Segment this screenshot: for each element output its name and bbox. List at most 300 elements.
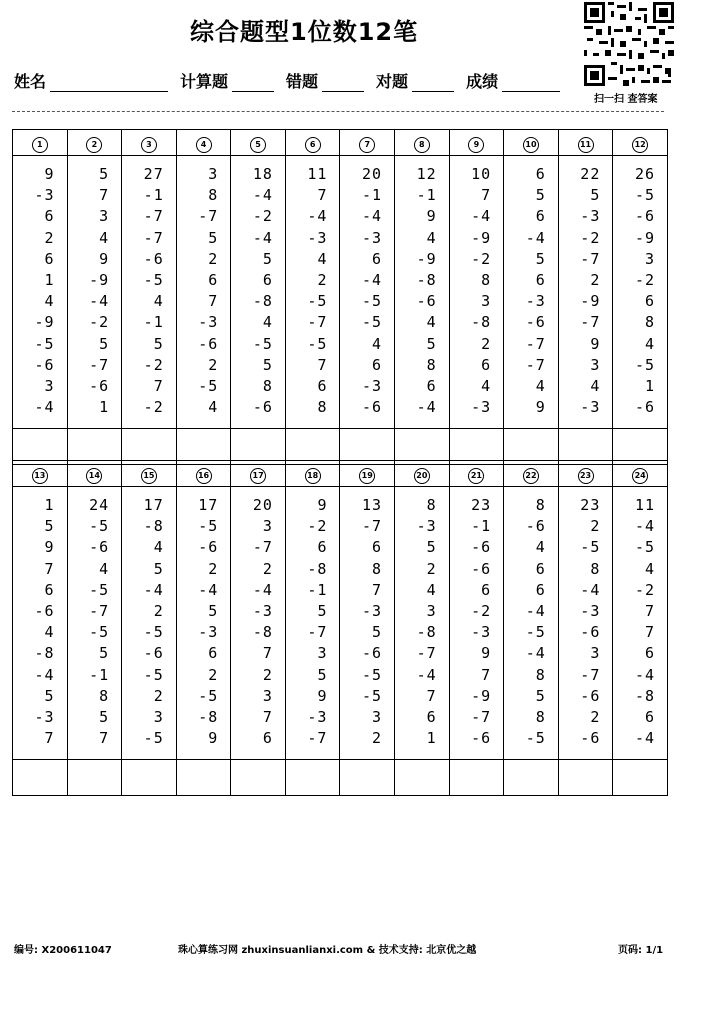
problem-value: 9	[535, 398, 546, 417]
problem-value: 5	[535, 249, 546, 268]
problem-value: -6	[580, 623, 601, 642]
problem-value: -2	[307, 517, 328, 536]
problem-value: 9	[590, 334, 601, 353]
problem-value: 3	[44, 376, 55, 395]
problem-value: 6	[535, 559, 546, 578]
problem-value: -3	[471, 398, 492, 417]
problem-value: 20	[361, 165, 383, 183]
problem-value: -7	[89, 355, 110, 374]
problem-value: -8	[307, 559, 328, 578]
problem-header-cell	[13, 461, 68, 487]
problem-value: 3	[153, 707, 164, 726]
problem-value: -4	[416, 398, 437, 417]
problem-value: -6	[580, 729, 601, 748]
problem-value: -4	[525, 644, 546, 663]
problem-value: -6	[471, 729, 492, 748]
info-blank-field[interactable]	[412, 71, 454, 92]
problem-value: 1	[644, 376, 655, 395]
problem-value: -7	[89, 601, 110, 620]
problem-value: -7	[307, 729, 328, 748]
problem-value: 3	[262, 686, 273, 705]
problem-value: -8	[252, 292, 273, 311]
problem-value: -2	[580, 228, 601, 247]
problem-value: 5	[44, 517, 55, 536]
problem-column	[231, 156, 286, 429]
problem-value: -6	[34, 601, 55, 620]
problem-value: 6	[426, 376, 437, 395]
problem-value: -3	[361, 376, 383, 395]
answer-cell[interactable]	[395, 760, 450, 796]
problem-value: -6	[143, 249, 164, 268]
problem-column	[176, 156, 231, 429]
problem-value: -6	[89, 538, 110, 557]
problem-value: -5	[307, 334, 328, 353]
problem-value: 3	[372, 707, 383, 726]
problem-header-cell	[504, 130, 559, 156]
problem-column	[122, 156, 177, 429]
problem-value: 2	[208, 355, 219, 374]
problem-value: -5	[89, 580, 110, 599]
problem-number: 16	[196, 468, 212, 484]
problem-value: 6	[208, 644, 219, 663]
info-blank-field[interactable]	[502, 71, 560, 92]
problem-header-cell	[13, 130, 68, 156]
problem-value: 17	[143, 496, 164, 514]
problem-number: 17	[250, 468, 266, 484]
problem-value: 4	[426, 313, 437, 332]
problem-grid-top	[12, 129, 668, 465]
problem-value: 27	[143, 165, 164, 183]
problem-value: 12	[416, 165, 437, 183]
problem-value: 3	[262, 517, 273, 536]
problem-value: -1	[143, 186, 164, 205]
problem-number: 13	[32, 468, 48, 484]
problem-header-cell	[613, 130, 668, 156]
problem-value: 4	[44, 623, 55, 642]
problem-value: -5	[634, 538, 655, 557]
problem-value: 5	[99, 165, 110, 183]
problem-number: 20	[414, 468, 430, 484]
answer-cell[interactable]	[449, 760, 504, 796]
problem-value: 1	[99, 398, 110, 417]
problem-value: -9	[34, 313, 55, 332]
problem-column	[613, 156, 668, 429]
problem-column	[449, 487, 504, 760]
problem-header-cell	[285, 130, 340, 156]
problem-number: 11	[578, 137, 594, 153]
problem-value: 5	[153, 334, 164, 353]
problem-value: -3	[471, 623, 492, 642]
problem-value: 8	[99, 686, 110, 705]
problem-value: -7	[525, 334, 546, 353]
problem-value: -4	[252, 186, 273, 205]
problem-value: -5	[361, 665, 383, 684]
problem-value: -4	[143, 580, 164, 599]
problem-number: 18	[305, 468, 321, 484]
problem-header-cell	[285, 461, 340, 487]
problem-value: -5	[525, 623, 546, 642]
problem-value: -4	[252, 228, 273, 247]
problem-value: 7	[426, 686, 437, 705]
problem-value: 7	[481, 665, 492, 684]
problem-value: 4	[644, 559, 655, 578]
problem-value: -4	[34, 665, 55, 684]
problem-value: -2	[143, 398, 164, 417]
problem-value: 7	[262, 644, 273, 663]
problem-value: -4	[198, 580, 219, 599]
problem-value: 23	[471, 496, 492, 514]
problem-value: -4	[307, 207, 328, 226]
problem-value: -6	[143, 644, 164, 663]
problem-value: 7	[644, 601, 655, 620]
problem-number: 14	[86, 468, 102, 484]
qr-caption: 扫一扫 查答案	[594, 94, 658, 105]
page-title: 综合题型1位数12笔	[190, 18, 419, 46]
problem-column	[613, 487, 668, 760]
problem-value: -3	[307, 707, 328, 726]
problem-value: -3	[252, 601, 273, 620]
problem-value: -7	[580, 665, 601, 684]
problem-value: 4	[535, 376, 546, 395]
problem-value: -5	[34, 334, 55, 353]
problem-value: 2	[590, 707, 601, 726]
problem-number: 2	[86, 137, 102, 153]
problem-value: -2	[252, 207, 273, 226]
problem-value: 9	[317, 496, 328, 514]
problem-value: -5	[361, 292, 383, 311]
problem-value: 6	[317, 376, 328, 395]
info-blank-field[interactable]	[50, 71, 168, 92]
problem-value: 5	[99, 334, 110, 353]
problem-value: 7	[153, 376, 164, 395]
problem-value: -5	[143, 665, 164, 684]
problem-value: 1	[44, 496, 55, 514]
problem-value: 6	[481, 580, 492, 599]
problem-value: 3	[208, 165, 219, 183]
problem-value: 8	[317, 398, 328, 417]
problem-column	[504, 156, 559, 429]
problem-value: 3	[590, 355, 601, 374]
problem-value: -5	[143, 729, 164, 748]
problem-header-cell	[395, 461, 450, 487]
problem-value: -7	[525, 355, 546, 374]
problem-value: -3	[198, 623, 219, 642]
problem-value: 4	[481, 376, 492, 395]
problem-value: 11	[307, 165, 328, 183]
problem-value: 5	[99, 707, 110, 726]
problem-value: 6	[644, 644, 655, 663]
problem-value: -3	[198, 313, 219, 332]
problem-value: 8	[481, 270, 492, 289]
problem-value: -9	[89, 270, 110, 289]
problem-value: -3	[34, 186, 55, 205]
problem-value: 2	[317, 270, 328, 289]
problem-value: 7	[644, 623, 655, 642]
problem-value: 4	[426, 228, 437, 247]
problem-value: 3	[99, 207, 110, 226]
problem-number: 15	[141, 468, 157, 484]
problem-value: -6	[580, 686, 601, 705]
problem-value: -7	[198, 207, 219, 226]
problem-column	[558, 487, 613, 760]
problem-value: 6	[262, 270, 273, 289]
problem-value: -2	[634, 580, 655, 599]
problem-value: 6	[481, 355, 492, 374]
problem-number: 24	[632, 468, 648, 484]
problem-value: 2	[372, 729, 383, 748]
problem-value: 4	[372, 334, 383, 353]
problem-value: 5	[262, 355, 273, 374]
problem-value: -4	[471, 207, 492, 226]
problem-value: -9	[634, 228, 655, 247]
problem-value: 3	[426, 601, 437, 620]
problem-value: 5	[426, 538, 437, 557]
problem-value: -8	[143, 517, 164, 536]
problem-value: -1	[307, 580, 328, 599]
problem-value: 1	[44, 270, 55, 289]
problem-number: 12	[632, 137, 648, 153]
problem-value: -1	[361, 186, 383, 205]
problem-value: 9	[44, 165, 55, 183]
problem-number: 4	[196, 137, 212, 153]
problem-value: 6	[208, 270, 219, 289]
problem-value: -9	[471, 686, 492, 705]
answer-cell[interactable]	[504, 760, 559, 796]
problem-value: 9	[317, 686, 328, 705]
problem-value: 8	[426, 496, 437, 514]
problem-value: 7	[99, 186, 110, 205]
problem-value: 6	[44, 249, 55, 268]
answer-cell[interactable]	[67, 760, 122, 796]
problem-column	[67, 156, 122, 429]
problem-header-cell	[449, 461, 504, 487]
problem-header-cell	[395, 130, 450, 156]
problem-value: -6	[634, 207, 655, 226]
problem-value: 5	[590, 186, 601, 205]
problem-value: -3	[580, 398, 601, 417]
problem-value: -2	[471, 601, 492, 620]
problem-number: 9	[468, 137, 484, 153]
problem-value: 2	[426, 559, 437, 578]
problem-value: -3	[361, 228, 383, 247]
problem-value: 2	[153, 686, 164, 705]
problem-value: -4	[525, 601, 546, 620]
problem-value: 17	[198, 496, 219, 514]
problem-number: 1	[32, 137, 48, 153]
problem-value: 2	[590, 270, 601, 289]
problem-header-cell	[504, 461, 559, 487]
problem-number: 22	[523, 468, 539, 484]
answer-cell[interactable]	[13, 760, 68, 796]
problem-value: 5	[535, 186, 546, 205]
problem-header-cell	[231, 461, 286, 487]
problem-value: -7	[143, 207, 164, 226]
problem-value: -8	[416, 623, 437, 642]
problem-value: 4	[99, 228, 110, 247]
problem-value: 3	[481, 292, 492, 311]
problem-value: -5	[89, 623, 110, 642]
problem-value: 4	[317, 249, 328, 268]
problem-value: 5	[99, 644, 110, 663]
problem-value: -4	[34, 398, 55, 417]
problem-value: 2	[208, 665, 219, 684]
problem-value: -5	[252, 334, 273, 353]
answer-cell[interactable]	[231, 760, 286, 796]
problem-value: -6	[525, 313, 546, 332]
problem-value: 6	[644, 707, 655, 726]
problem-value: 7	[372, 580, 383, 599]
problem-grid-bottom	[12, 460, 668, 796]
problem-value: -4	[525, 228, 546, 247]
problem-value: -7	[471, 707, 492, 726]
problem-value: 4	[426, 580, 437, 599]
problem-value: 20	[252, 496, 273, 514]
problem-header-cell	[67, 130, 122, 156]
problem-value: -6	[525, 517, 546, 536]
problem-value: -8	[252, 623, 273, 642]
problem-header-cell	[340, 130, 395, 156]
problem-value: 7	[317, 186, 328, 205]
problem-value: 5	[262, 249, 273, 268]
problem-value: -7	[143, 228, 164, 247]
problem-value: -1	[471, 517, 492, 536]
problem-value: 8	[535, 707, 546, 726]
answer-cell[interactable]	[285, 760, 340, 796]
problem-value: 5	[426, 334, 437, 353]
problem-value: -5	[634, 186, 655, 205]
problem-value: -6	[198, 538, 219, 557]
problem-value: -7	[361, 517, 383, 536]
problem-value: 2	[262, 559, 273, 578]
problem-value: 2	[153, 601, 164, 620]
problem-value: 4	[153, 538, 164, 557]
problem-header-cell	[176, 461, 231, 487]
problem-value: -6	[416, 292, 437, 311]
problem-value: -7	[252, 538, 273, 557]
problem-value: -6	[361, 644, 383, 663]
problem-value: -8	[416, 270, 437, 289]
problem-value: -4	[416, 665, 437, 684]
problem-value: 24	[89, 496, 110, 514]
problem-value: 1	[426, 729, 437, 748]
info-label: 成绩	[466, 72, 499, 91]
problem-value: 5	[208, 601, 219, 620]
problem-value: 7	[99, 729, 110, 748]
problem-value: -5	[361, 313, 383, 332]
answer-cell[interactable]	[613, 760, 668, 796]
problem-value: -1	[416, 186, 437, 205]
problem-value: 2	[208, 559, 219, 578]
problem-value: -4	[89, 292, 110, 311]
problem-value: 9	[426, 207, 437, 226]
problem-value: -4	[634, 517, 655, 536]
problem-value: 3	[644, 249, 655, 268]
problem-value: -5	[89, 517, 110, 536]
problem-number: 19	[359, 468, 375, 484]
answer-cell[interactable]	[176, 760, 231, 796]
problem-value: -5	[634, 355, 655, 374]
problem-value: -5	[525, 729, 546, 748]
problem-header-cell	[176, 130, 231, 156]
qr-code	[584, 2, 674, 86]
problem-value: 7	[317, 355, 328, 374]
problem-value: -3	[580, 207, 601, 226]
problem-column	[122, 487, 177, 760]
problem-value: -6	[634, 398, 655, 417]
problem-value: 6	[372, 355, 383, 374]
problem-column	[449, 156, 504, 429]
problem-number: 21	[468, 468, 484, 484]
problem-value: 6	[535, 207, 546, 226]
footer-site: 珠心算练习网 zhuxinsuanlianxi.com & 技术支持: 北京优之越	[178, 945, 477, 956]
problem-value: 8	[644, 313, 655, 332]
problem-value: 9	[44, 538, 55, 557]
problem-value: -5	[580, 538, 601, 557]
problem-header-cell	[231, 130, 286, 156]
problem-value: 6	[535, 270, 546, 289]
answer-cell[interactable]	[122, 760, 177, 796]
problem-header-cell	[122, 461, 177, 487]
problem-value: 8	[535, 496, 546, 514]
problem-value: -4	[361, 270, 383, 289]
problem-value: 7	[481, 186, 492, 205]
info-blank-field[interactable]	[322, 71, 364, 92]
problem-value: -8	[471, 313, 492, 332]
problem-value: 5	[208, 228, 219, 247]
problem-value: -3	[34, 707, 55, 726]
problem-value: 23	[580, 496, 601, 514]
problem-value: 6	[426, 707, 437, 726]
problem-number: 6	[305, 137, 321, 153]
problem-value: -4	[634, 665, 655, 684]
answer-cell[interactable]	[558, 760, 613, 796]
problem-column	[176, 487, 231, 760]
problem-value: -5	[198, 686, 219, 705]
problem-number: 3	[141, 137, 157, 153]
problem-value: 13	[361, 496, 383, 514]
problem-value: -1	[143, 313, 164, 332]
problem-value: 4	[44, 292, 55, 311]
student-info-line	[14, 66, 572, 92]
problem-value: 26	[634, 165, 655, 183]
problem-value: -6	[252, 398, 273, 417]
problem-number: 7	[359, 137, 375, 153]
problem-header-cell	[122, 130, 177, 156]
problem-value: -6	[198, 334, 219, 353]
problem-value: 9	[208, 729, 219, 748]
problem-column	[558, 156, 613, 429]
problem-value: -5	[143, 270, 164, 289]
problem-value: 3	[590, 644, 601, 663]
problem-value: -9	[580, 292, 601, 311]
problem-value: -8	[634, 686, 655, 705]
problem-value: -5	[198, 517, 219, 536]
problem-value: 4	[590, 376, 601, 395]
problem-value: 8	[262, 376, 273, 395]
problem-value: -6	[34, 355, 55, 374]
problem-column	[231, 487, 286, 760]
problem-column	[13, 156, 68, 429]
problem-value: 9	[481, 644, 492, 663]
problem-value: -5	[307, 292, 328, 311]
problem-header-cell	[558, 461, 613, 487]
problem-value: -3	[580, 601, 601, 620]
problem-value: -7	[307, 313, 328, 332]
problem-value: 18	[252, 165, 273, 183]
info-blank-field[interactable]	[232, 71, 274, 92]
answer-cell[interactable]	[340, 760, 395, 796]
problem-column	[285, 487, 340, 760]
